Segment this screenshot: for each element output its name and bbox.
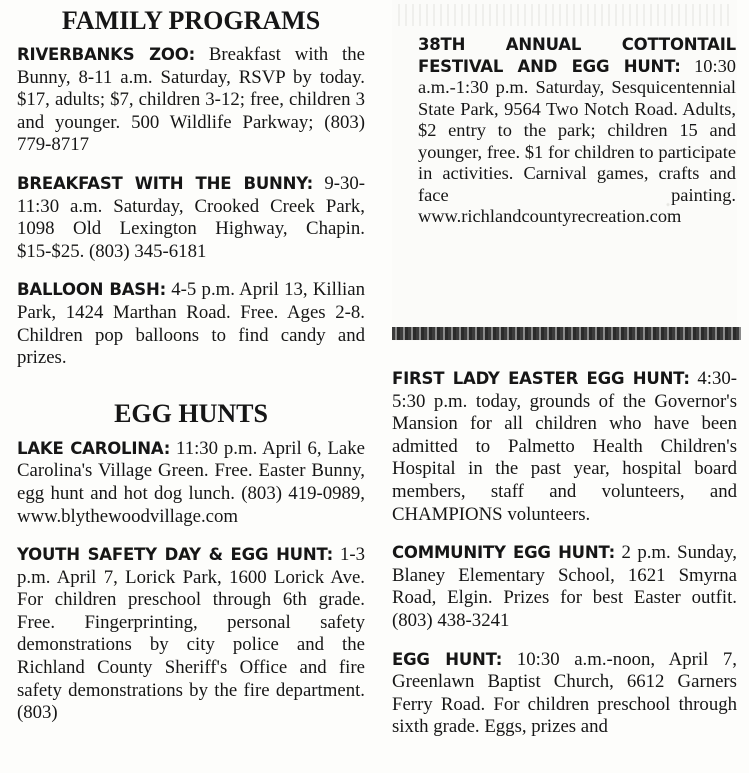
featured-box <box>392 0 737 341</box>
family-programs-heading: FAMILY PROGRAMS <box>61 6 321 35</box>
right-column <box>392 368 737 739</box>
listing-community-egg-hunt <box>392 542 737 632</box>
listing-body: 9-30-11:30 a.m. Saturday, Crooked Creek Park, 1098 Old Lexington Highway, Chapin. $15-$25. (803) 345-6181 <box>17 172 365 262</box>
listing-body: 4:30-5:30 p.m. today, grounds of the Governor's Mansion for all children who have been admitted to Palmetto Health Children's Hospital in the past year, hospital board members, staff and volunteers, and CHAMPIONS volunteers. <box>392 368 737 525</box>
listing-body: 1-3 p.m. April 7, Lorick Park, 1600 Lorick Ave. For children preschool through 6th grade. Free. Fingerprinting, personal safety demonstrations by city police and the Richland County Sheriff's Office and fire safety demonstrations by the fire department. (803) <box>17 544 366 724</box>
featured-content <box>418 34 736 228</box>
listing-lake-carolina <box>17 438 365 528</box>
listing-body: Breakfast with the Bunny, 8-11 a.m. Saturday, RSVP by today. $17, adults; $7, children 3-12; free, children 3 and younger. 500 Wildlife Parkway; (803) 779-8717 <box>17 44 365 156</box>
listing-greenlawn-egg-hunt <box>392 649 737 739</box>
listing-lead: LAKE CAROLINA: <box>17 438 171 458</box>
listing-balloon-bash <box>17 279 365 369</box>
listing-body: 11:30 p.m. April 6, Lake Carolina's Village Green. Free. Easter Bunny, egg hunt and hot dog lunch. (803) 419-0989, www.blythewoodvillage.com <box>17 437 365 527</box>
listing-body: 2 p.m. Sunday, Blaney Elementary School, 1621 Smyrna Road, Elgin. Prizes for best Easter outfit. (803) 438-3241 <box>392 542 737 631</box>
listing-first-lady <box>392 368 737 526</box>
listing-lead: BREAKFAST WITH THE BUNNY: <box>17 173 313 193</box>
left-column <box>17 0 365 725</box>
egg-hunts-heading: EGG HUNTS <box>114 398 268 428</box>
listing-body: 4-5 p.m. April 13, Killian Park, 1424 Marthan Road. Free. Ages 2-8. Children pop balloons to find candy and prizes. <box>17 279 365 369</box>
listing-lead: EGG HUNT: <box>392 649 503 669</box>
listing-youth-safety-day <box>17 544 365 725</box>
listing-lead: COMMUNITY EGG HUNT: <box>392 543 616 563</box>
listing-cottontail-festival <box>418 34 736 228</box>
listing-breakfast-bunny <box>17 173 365 263</box>
box-texture <box>398 4 732 26</box>
box-bottom-rule <box>392 327 741 340</box>
listing-lead: YOUTH SAFETY DAY & EGG HUNT: <box>17 545 334 565</box>
listing-lead: 38TH ANNUAL COTTONTAIL FESTIVAL AND EGG HUNT: <box>418 35 736 76</box>
listing-lead: BALLOON BASH: <box>17 280 166 300</box>
listing-body: 10:30 a.m.-1:30 p.m. Saturday, Sesquicentennial State Park, 9564 Two Notch Road. Adults, $2 entry to the park; children 15 and younger, free. $1 for children to participate in activities. Carnival games, crafts and face painting. www.richlandcountyrecreation.com <box>418 55 736 226</box>
listing-lead: FIRST LADY EASTER EGG HUNT: <box>392 369 690 388</box>
listing-riverbanks-zoo <box>17 44 365 157</box>
listing-body: 10:30 a.m.-noon, April 7, Greenlawn Baptist Church, 6612 Garners Ferry Road. For children preschool through sixth grade. Eggs, prizes and <box>392 648 737 738</box>
listing-lead: RIVERBANKS ZOO: <box>17 45 195 64</box>
